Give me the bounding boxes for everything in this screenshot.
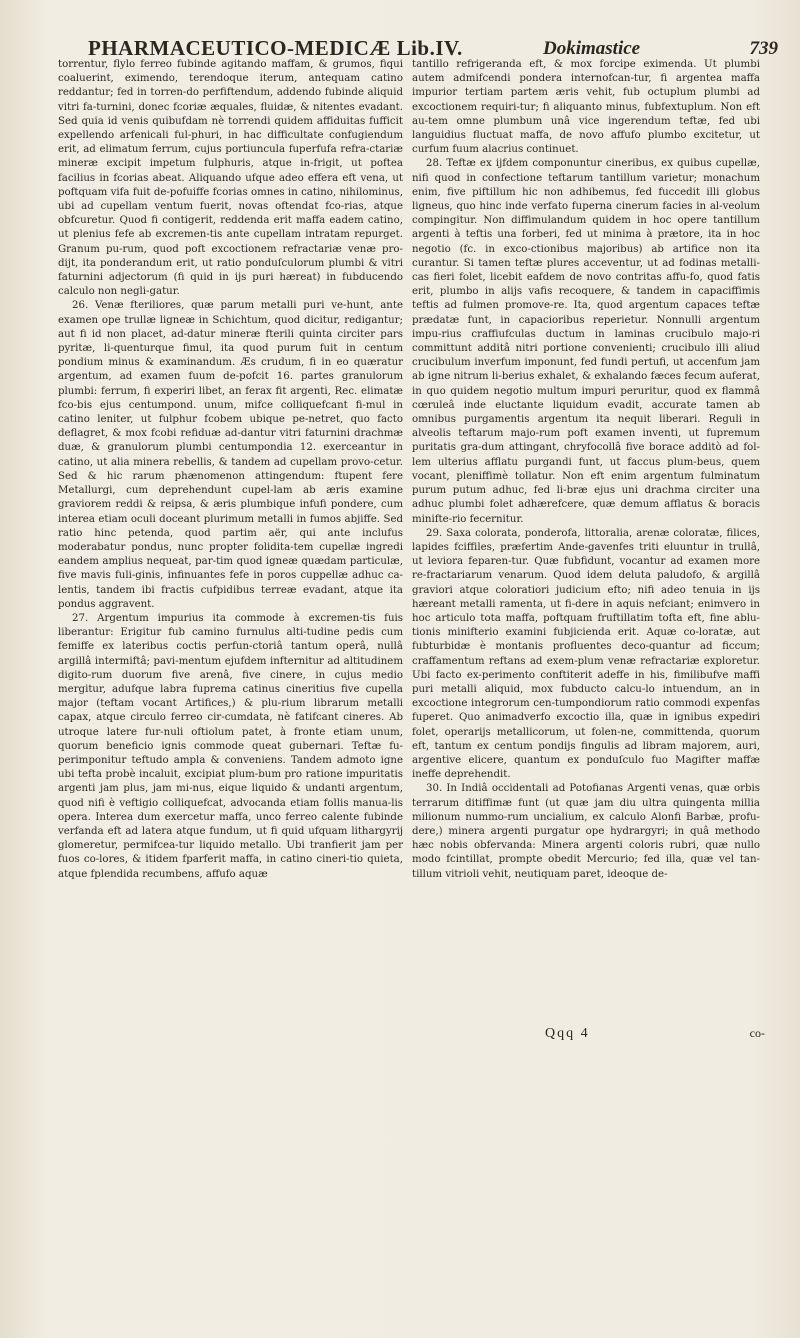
paragraph-30: 30. In Indiâ occidentali ad Potofianas Argenti venas, quæ orbis terrarum ditiffimæ funt (ut quæ jam diu ultra quingenta millia milionum nummo-rum uncialium, ex calculo Alonfi Barbæ, profu-dere,) minera argenti purgatur ope hydrargyri; in quâ methodo hæc nobis obfervanda: Minera argenti coloris rubri, quæ nullo modo fcintillat, prompte obedit Mercurio; fed illa, quæ vel tan-tillum vitrioli vehit, neutiquam paret, ideoque de- <box>412 783 760 880</box>
page-number: 739 <box>749 38 778 59</box>
paragraph: torrentur, flylo ferreo fubinde agitando maffam, & grumos, fiqui coaluerint, eximendo, terendoque iterum, antequam catino reddantur; fed in torren-do perfiftendum, addendo fubinde aliquid vitri fa-turnini, donec fcoriæ æquales, fluidæ, & nitentes evadant. Sed quia id venis quibufdam nè torrendi quidem affiduitas fufficit expellendo arfenicali ful-phuri, in hac difficultate confugiendum erit, ad elimatum ferrum, cujus portiuncula fuperfufa refra-ctariæ mineræ excipit impetum fulphuris, atque in-frigit, ut poftea facilius in fcorias abeat. Aliquando ufque adeo effera eft vena, ut poftquam vifa fuit de-pofuiffe fcorias omnes in catino, nihilominus, ubi ad cupellam ventum fuerit, novas oftendat fco-rias, atque obfcuretur. Quod fi contigerit, reddenda erit maffa eadem catino, ut plenius fefe ab excremen-tis ante cupellam intratam repurget. Granum pu-rum, quod poft excoctionem refractariæ venæ pro-dijt, ita ponderandum erit, ut ratio ponduſculorum plumbi & vitri faturnini adjectorum (fi quid in ijs puri hæreat) in fubducendo calculo non negli-gatur. <box>58 59 403 298</box>
signature-mark: Qqq 4 <box>545 1026 590 1041</box>
paragraph-26: 26. Venæ fteriliores, quæ parum metalli puri ve-hunt, ante examen ope trullæ ligneæ in Schichtum, quod dicitur, redigantur; aut fi id non placet, ad-datur mineræ fterili quinta circiter pars pyritæ, li-quenturque fimul, ita quod purum fuit in centum pondium minus & examinandum. Æs crudum, fi in eo quæratur argentum, ad examen fuum de-pofcit 16. partes granulorum plumbi: ferrum, fi experiri libet, an ferax fit argenti, Rec. elimatæ fco-bis ejus centumpond. unum, mifce colliquefcant fi-mul in catino leniter, ut fulphur fcobem ubique pe-netret, quo facto deflagret, & mox fcobi refiduæ ad-dantur vitri faturnini drachmæ duæ, & granulorum plumbi centumpondia 12. exerceantur in catino, ut alia minera rebellis, & tandem ad cupellam provo-cetur. Sed & hic rarum phænomenon attingendum: ftupent fere Metallurgi, cum deprehendunt cupel-lam ab æris examine graviorem reddi & reipsa, & æris plumbique infufi pondere, cum interea etiam oculi doceant plurimum metalli in fumos abjiffe. Sed ratio hinc petenda, quod partim aër, qui ante inclufus moderabatur pondus, nunc propter folidita-tem cupellæ ingredi eandem amplius nequeat, par-tim quod igneæ quædam particulæ, five mavis fuli-ginis, infinuantes fefe in poros cuppellæ adhuc ca-lentis, tandem ibi fractis cufpidibus terreæ evadant, atque ita pondus aggravent. <box>58 300 403 610</box>
section-title: Dokimastice <box>543 38 641 59</box>
right-column <box>412 58 760 882</box>
paragraph-28: 28. Teftæ ex ijfdem componuntur cineribus, ex quibus cupellæ, nifi quod in confectione teftarum tantillum varietur; monachum enim, five piftillum hic non adhibemus, fed fuccedit illi globus ligneus, quo hinc inde verfato fuperna cinerum facies in al-veolum compingitur. Non diffimulandum quidem in hoc opere tantillum argenti à teftis una forberi, fed ut minima à prætore, ita in hoc negotio (fc. in exco-ctionibus majoribus) ab artifice non ita curantur. Si tamen teftæ plures acceventur, ut ad fodinas metalli-cas fieri folet, licebit eafdem de novo contritas affu-fo, quod fatis erit, plumbo in alijs vafis recoquere, & tandem in capaciffimis teftis ad fulmen promove-re. Ita, quod argentum capaces teftæ prædatæ funt, in capacioribus reperietur. Nonnulli argentum impu-rius craffiufculas ductum in laminas crucibulo majo-ri committunt additâ nitri portione convenienti; crucibulo illi aliud crucibulum inverfum imponunt, fed fundi pertufi, ut accenfum jam ab igne nitrum li-berius exhalet, & exhalando fæces fecum auferat, in quo quidem negotio multum impuri peruritur, quod ex flammâ cœruleâ inde eluctante liquidum evadit, accurate tamen ab omnibus purgamentis argentum ita nequit liberari. Reguli in alveolis teftarum majo-rum poft examen inventi, ut fupremum puritatis gra-dum attingant, chryfocollâ five borace additò ad fol-lem ulterius afflatu purgandi funt, ut faccus plum-beus, quem vocant, pleniffimè tollatur. Non eft enim argentum fulminatum purum putum adhuc, fed li-bræ ejus uni drachma circiter una adhuc plumbi folet adhærefcere, quæ demum afflatus & boracis minifte-rio fecernitur. <box>412 158 760 525</box>
paragraph-27: 27. Argentum impurius ita commode à excremen-tis fuis liberantur: Erigitur fub camino furnulus alti-tudine pedis cum femiffe ex lateribus coctis perfun-ctoriâ tantum operâ, nullâ argillâ intermiftâ; pavi-mentum ejufdem infternitur ad altitudinem digito-rum duorum five arenâ, five cinere, in cujus medio mergitur, adufque labra fuprema catinus cineritius five cupella major (teftam vocant Artifices,) & plu-rium librarum metalli capax, atque circulo ferreo cir-cumdata, nè fatifcant cineres. Ab utroque latere fur-nuli oftiolum patet, à fronte etiam unum, quorum beneficio ignis commode queat gubernari. Teftæ fu-perimponitur teftudo ampla & conveniens. Tandem admoto igne ubi tefta probè incaluit, excipiat plum-bum pro ratione impuritatis argenti jam plus, jam mi-nus, eique liquido & undanti argentum, quod nifi è veftigio colliquefcat, advocanda etiam follis manua-lis opera. Interea dum exercetur maffa, unco ferreo calente fubinde verfanda eft ad latera atque fundum, ut fi quid ufquam lithargyrij glomeretur, permifcea-tur liquido metallo. Ubi tranfierit jam per fuos co-lores, & itidem fparferit maffa, in catino cineri-tio quieta, atque fplendida recumbens, affufo aquæ <box>58 612 403 880</box>
paragraph: tantillo refrigeranda eft, & mox forcipe eximenda. Ut plumbi autem admifcendi pondera internofcan-tur, fi argentea maffa impurior tertiam partem æris vehit, fub octuplum plumbi ad excoctionem requiri-tur; fi aliquanto minus, fubfextuplum. Non eft au-tem omne plumbum unâ vice ingerendum teftæ, fed ubi languidius fluctuat maffa, de novo affufo plumbo excitetur, ut curfum fuum alacrius continuet. <box>412 59 760 156</box>
catchword: co- <box>749 1026 765 1040</box>
paragraph-29: 29. Saxa colorata, ponderofa, littoralia, arenæ coloratæ, filices, lapides fciffiles, præfertim Ande-gavenfes triti eluuntur in trullâ, ut leviora feparen-tur. Quæ fubfidunt, vocantur ad examen more re-fractariarum venarum. Quod idem deluta paludofo, & argillâ graviori atque coloratiori judicium efto; nifi adeo tenuia in ijs hæreant metalli ramenta, ut fi-dere in aquis nefciant; enimvero in hoc articulo tota maffa, poftquam fruftillatim tofta eft, fine ablu-tionis minifterio examini fubjicienda erit. Aquæ co-loratæ, aut fubturbidæ è montanis profluentes deco-quantur ad ficcum; craffamentum reftans ad exem-plum venæ refractariæ exploretur. Ubi facto ex-perimento conftiterit adeffe in his, fimilibufve maffi puri metalli aliquid, mox fubducto calcu-lo intuendum, an in excoctione integrorum cen-tumpondiorum ratio commodi expenfas fuperet. Quo animadverfo excoctio illa, quæ in ignibus expediri folet, operarijs metallicorum, ut folen-ne, committenda, quorum eft, tantum ex centum pondijs fingulis ad libram majorem, auri, argentive elicere, quantum ex ponduſculo fuo Magifter maffæ ineffe deprehendit. <box>412 527 760 781</box>
page-footer <box>545 1026 765 1046</box>
running-title: PHARMACEUTICO-MEDICÆ Lib.IV. <box>88 36 463 60</box>
left-column <box>58 58 403 882</box>
